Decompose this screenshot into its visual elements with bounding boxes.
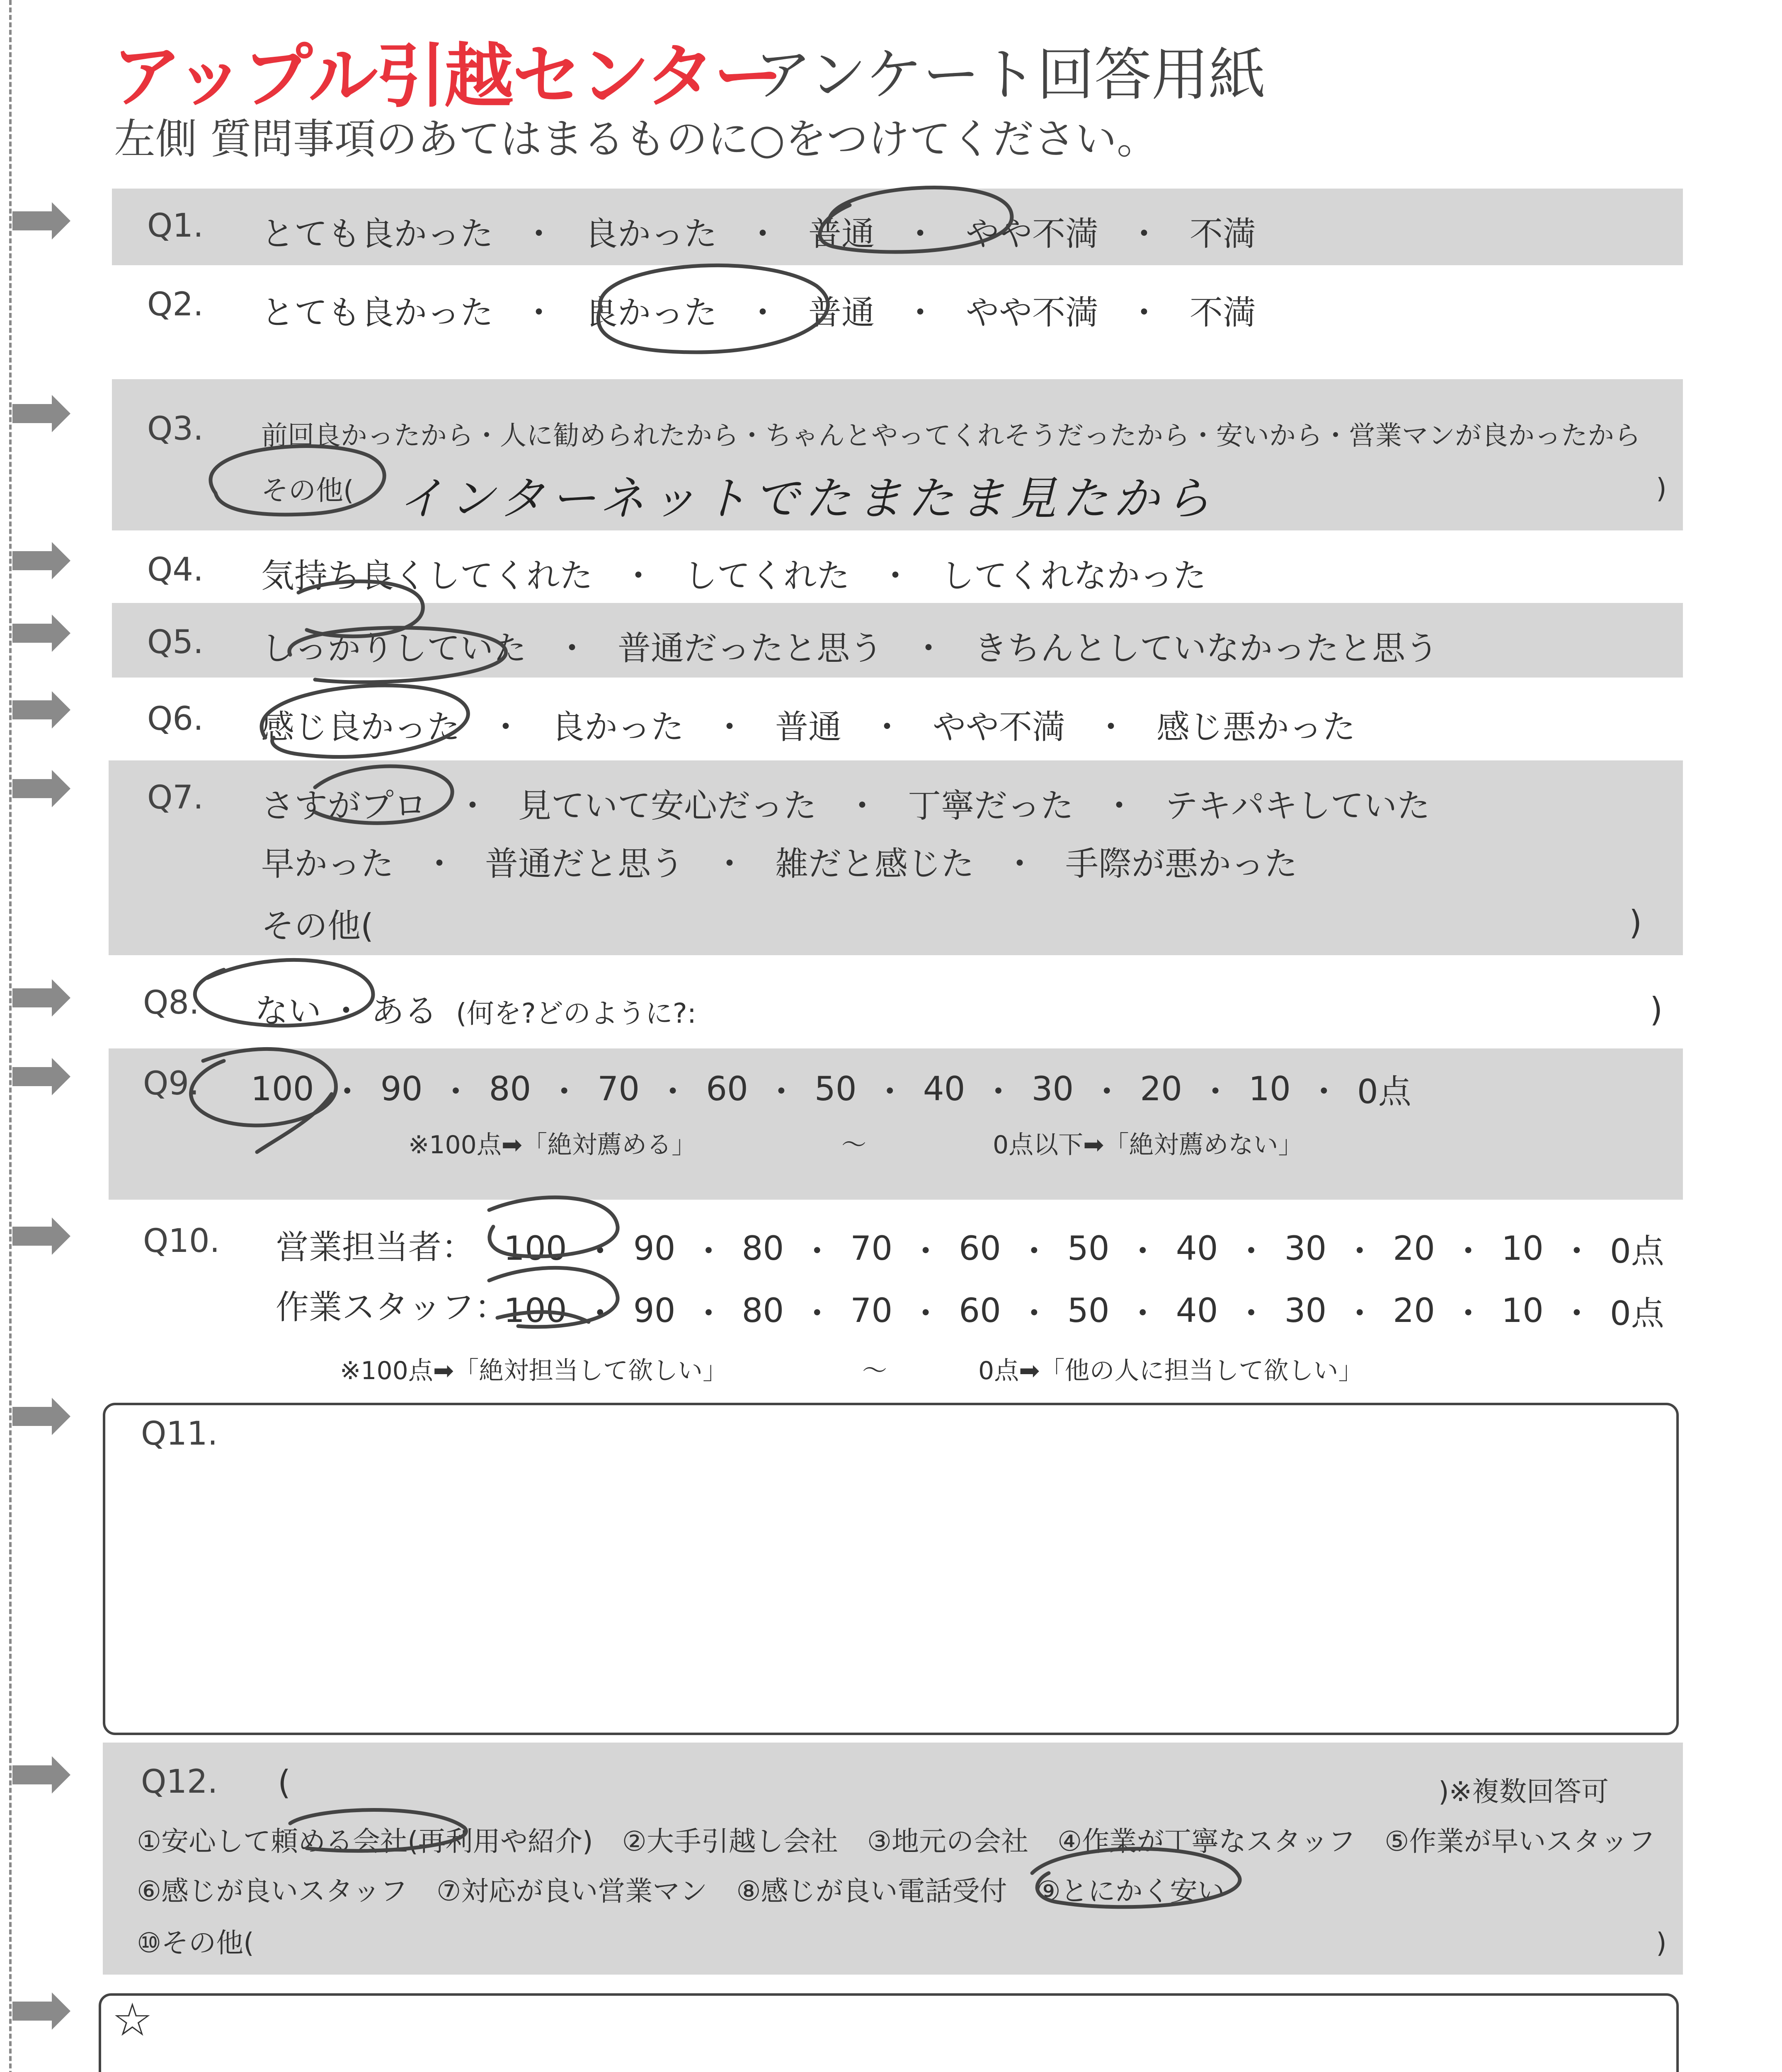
q9-score[interactable]: 20 (1140, 1070, 1183, 1108)
star-icon: ☆ (112, 1993, 153, 2046)
q8-option-selected[interactable]: ない (255, 992, 321, 1030)
q1-option-selected[interactable]: 普通 (808, 215, 875, 253)
q3-other-label[interactable]: その他( (261, 474, 354, 506)
q10-sales-score[interactable]: 0点 (1610, 1232, 1664, 1271)
q7-options-row2: 早かった ・ 普通だと思う ・ 雑だと感じた ・ 手際が悪かった (261, 837, 1297, 885)
q7-label: Q7. (147, 779, 204, 816)
q10-staff-score[interactable]: 70 (850, 1291, 893, 1330)
q9-scores: 100 ・ 90 ・ 80 ・ 70 ・ 60 ・ 50 ・ 40 ・ 30 ・ 20 ・ 10 ・ 0点 (251, 1065, 1411, 1113)
q12-choice-selected[interactable]: ①安心して頼める会社(再利用や紹介) (137, 1825, 593, 1857)
q9-score[interactable]: 60 (706, 1070, 748, 1108)
q10-staff-score[interactable]: 90 (633, 1291, 676, 1330)
q12-choice[interactable]: ④作業が丁寧なスタッフ (1057, 1825, 1356, 1857)
q7-option[interactable]: テキパキしていた (1165, 787, 1430, 825)
q7-option[interactable]: 普通だと思う (485, 845, 684, 883)
q5-options: しっかりしていた ・ 普通だったと思う ・ きちんとしていなかったと思う (261, 622, 1438, 669)
q2-option[interactable]: やや不満 (966, 293, 1098, 332)
q1-label: Q1. (147, 207, 204, 244)
q7-other-close: ) (1629, 903, 1642, 942)
q9-score[interactable]: 10 (1249, 1070, 1291, 1108)
q10-sales-label: 営業担当者： (276, 1228, 475, 1266)
q11-label: Q11. (141, 1415, 218, 1452)
q11-answer-box[interactable] (103, 1403, 1679, 1735)
q7-option[interactable]: 見ていて安心だった (518, 787, 817, 825)
q4-options: 気持ち良くしてくれた ・ してくれた ・ してくれなかった (261, 549, 1206, 597)
q9-score[interactable]: 40 (923, 1070, 965, 1108)
q10-staff-label: 作業スタッフ： (276, 1288, 508, 1326)
q3-options[interactable]: 前回良かったから・人に勧められたから・ちゃんとやってくれそうだったから・安いから・営業マンが良かったから (261, 421, 1641, 451)
q12-choice[interactable]: ⑧感じが良い電話受付 (736, 1875, 1007, 1907)
q10-label: Q10. (143, 1222, 220, 1260)
q3-label: Q3. (147, 410, 204, 448)
q10-staff-score[interactable]: 40 (1176, 1291, 1218, 1330)
instruction-text: 左側 質問事項のあてはまるものに○をつけてください。 (114, 115, 1159, 163)
q12-choice-selected[interactable]: ⑨とにかく安い (1036, 1875, 1225, 1907)
q12-other-close: ) (1656, 1927, 1667, 1959)
q10-sales-score-selected[interactable]: 100 (504, 1229, 567, 1268)
q7-option[interactable]: 早かった (261, 845, 394, 883)
q6-option[interactable]: 普通 (775, 708, 841, 746)
q4-option-selected[interactable]: 気持ち良くしてくれた (261, 557, 593, 595)
q2-option[interactable]: 普通 (808, 293, 875, 332)
q8-option[interactable]: ある (371, 992, 437, 1030)
q1-options: とても良かった ・ 良かった ・ 普通 ・ やや不満 ・ 不満 (261, 207, 1256, 255)
q5-option[interactable]: きちんとしていなかったと思う (974, 629, 1438, 668)
q3-other-answer: インターネットでたまたま見たから (398, 472, 1217, 525)
q1-option[interactable]: やや不満 (966, 215, 1098, 253)
q12-choice[interactable]: ⑥感じが良いスタッフ (137, 1875, 408, 1907)
q10-sales-score[interactable]: 90 (633, 1229, 676, 1268)
q1-option[interactable]: 不満 (1190, 215, 1256, 253)
q6-option[interactable]: やや不満 (933, 708, 1065, 746)
q10-note-left: ※100点➡「絶対担当して欲しい」 (340, 1356, 728, 1385)
form-title: アンケート回答用紙 (754, 41, 1266, 108)
q10-sales-score[interactable]: 20 (1393, 1229, 1435, 1268)
q9-note-left: ※100点➡「絶対薦める」 (408, 1130, 697, 1159)
q10-note-right: 0点➡「他の人に担当して欲しい」 (978, 1356, 1363, 1385)
q10-staff-score[interactable]: 80 (742, 1291, 784, 1330)
q2-options: とても良かった ・ 良かった ・ 普通 ・ やや不満 ・ 不満 (261, 286, 1256, 334)
q12-choice[interactable]: ⑤作業が早いスタッフ (1384, 1825, 1656, 1857)
q10-sales-score[interactable]: 70 (850, 1229, 893, 1268)
q10-staff-score[interactable]: 50 (1067, 1291, 1110, 1330)
q9-tilde: 〜 (841, 1130, 866, 1159)
q12-open: ( (278, 1763, 291, 1802)
q12-choice[interactable]: ⑦対応が良い営業マン (436, 1875, 708, 1907)
company-logo: アップル引越センター (112, 36, 781, 117)
q7-other-label[interactable]: その他( (261, 907, 374, 945)
q9-score[interactable]: 0点 (1357, 1072, 1411, 1111)
q9-score[interactable]: 80 (489, 1070, 531, 1108)
q6-option-selected[interactable]: 感じ良かった (261, 708, 460, 746)
q10-sales-score[interactable]: 80 (742, 1229, 784, 1268)
q4-label: Q4. (147, 551, 204, 588)
q4-option[interactable]: してくれなかった (941, 557, 1206, 595)
q10-sales-score[interactable]: 30 (1284, 1229, 1327, 1268)
q10-staff-score[interactable]: 30 (1284, 1291, 1327, 1330)
q2-label: Q2. (147, 286, 204, 323)
q10-sales-score[interactable]: 60 (959, 1229, 1001, 1268)
q5-option[interactable]: 普通だったと思う (618, 629, 883, 668)
q9-score[interactable]: 30 (1031, 1070, 1074, 1108)
q10-staff-score[interactable]: 60 (959, 1291, 1001, 1330)
q9-score-selected[interactable]: 100 (251, 1070, 314, 1108)
q12-close-note: )※複数回答可 (1438, 1776, 1609, 1808)
q9-score[interactable]: 50 (814, 1070, 857, 1108)
q7-option-selected[interactable]: さすがプロ (261, 787, 427, 825)
q12-choice[interactable]: ③地元の会社 (867, 1825, 1029, 1857)
q8-detail-label: (何を?どのように?: (456, 997, 697, 1029)
q3-other-close: ) (1656, 472, 1667, 504)
q10-tilde: 〜 (862, 1356, 887, 1385)
q9-score[interactable]: 90 (380, 1070, 423, 1108)
q8-label: Q8. (143, 984, 199, 1021)
q12-other-label[interactable]: ⑩その他( (137, 1927, 254, 1959)
q12-label: Q12. (141, 1763, 218, 1801)
q10-staff-score-selected[interactable]: 100 (504, 1291, 567, 1330)
q10-staff-score[interactable]: 10 (1501, 1291, 1544, 1330)
q10-sales-scores: 100 ・ 90 ・ 80 ・ 70 ・ 60 ・ 50 ・ 40 ・ 30 ・ 20 ・ 10 ・ 0点 (504, 1225, 1664, 1272)
q7-options-row1: さすがプロ ・ 見ていて安心だった ・ 丁寧だった ・ テキパキしていた (261, 779, 1430, 827)
q10-staff-score[interactable]: 20 (1393, 1291, 1435, 1330)
q7-option[interactable]: 雑だと感じた (775, 845, 974, 883)
q7-option[interactable]: 手際が悪かった (1065, 845, 1297, 883)
q10-staff-score[interactable]: 0点 (1610, 1294, 1664, 1333)
q9-label: Q9. (143, 1065, 199, 1102)
q12-line1 (137, 1819, 1655, 1859)
q2-option[interactable]: 不満 (1190, 293, 1256, 332)
q8-detail-close: ) (1650, 990, 1663, 1029)
q5-option-selected[interactable]: しっかりしていた (261, 629, 526, 668)
q10-sales-score[interactable]: 10 (1501, 1229, 1544, 1268)
q2-option[interactable]: とても良かった (261, 293, 493, 332)
q2-option-selected[interactable]: 良かった (584, 293, 717, 332)
q9-note-right: 0点以下➡「絶対薦めない」 (993, 1130, 1303, 1159)
q8-options: ない ・ ある (255, 984, 437, 1032)
q9-score[interactable]: 70 (597, 1070, 640, 1108)
q4-option[interactable]: してくれた (684, 557, 850, 595)
q5-label: Q5. (147, 624, 204, 661)
q6-option[interactable]: 感じ悪かった (1156, 708, 1355, 746)
q6-options: 感じ良かった ・ 良かった ・ 普通 ・ やや不満 ・ 感じ悪かった (261, 700, 1355, 748)
q7-option[interactable]: 丁寧だった (908, 787, 1074, 825)
q1-option[interactable]: とても良かった (261, 215, 493, 253)
q10-staff-scores: 100 ・ 90 ・ 80 ・ 70 ・ 60 ・ 50 ・ 40 ・ 30 ・ 20 ・ 10 ・ 0点 (504, 1287, 1664, 1334)
q1-option[interactable]: 良かった (584, 215, 717, 253)
q12-choice[interactable]: ②大手引越し会社 (622, 1825, 838, 1857)
q12-line2 (137, 1869, 1225, 1908)
q10-sales-score[interactable]: 50 (1067, 1229, 1110, 1268)
q10-sales-score[interactable]: 40 (1176, 1229, 1218, 1268)
q6-label: Q6. (147, 700, 204, 738)
binder-margin (0, 0, 25, 2072)
free-comment-box[interactable] (99, 1993, 1679, 2072)
q6-option[interactable]: 良かった (551, 708, 684, 746)
